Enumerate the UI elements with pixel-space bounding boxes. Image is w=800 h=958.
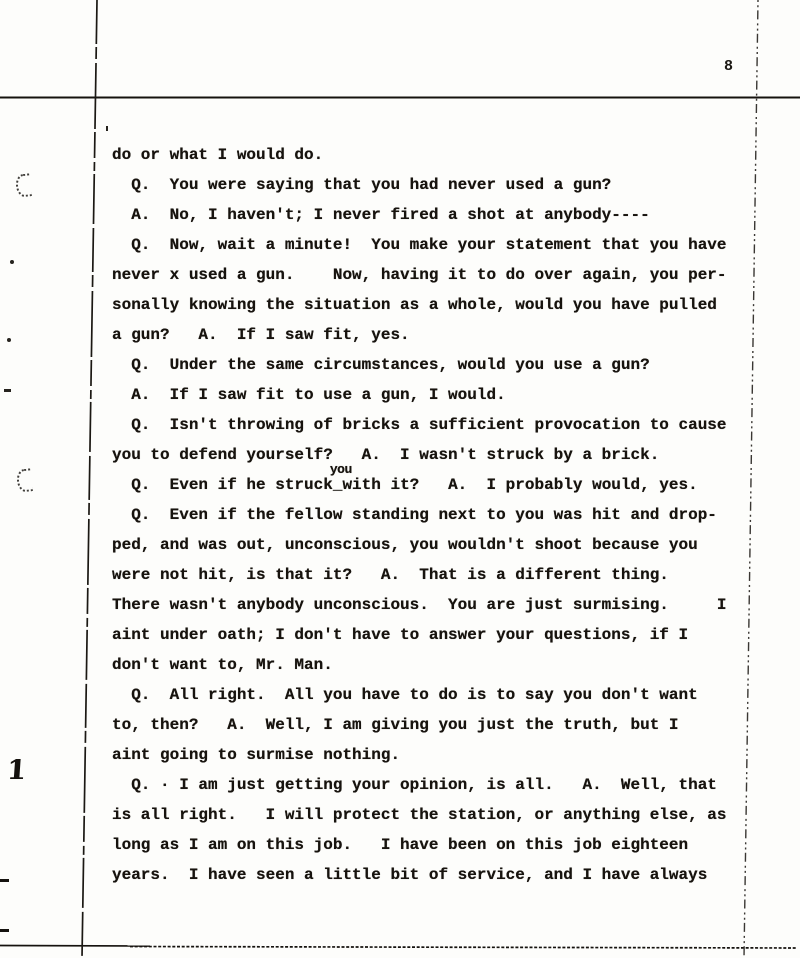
transcript-line: a gun? A. If I saw fit, yes. <box>112 326 410 344</box>
transcript-line: Q. · I am just getting your opinion, is all. A. Well, that <box>112 776 717 794</box>
margin-mark-smudge <box>15 173 32 197</box>
margin-mark-dot <box>7 338 11 342</box>
margin-mark-dot <box>10 260 14 264</box>
inserted-word: you <box>329 462 352 477</box>
bottom-rule-solid-line <box>0 946 150 947</box>
margin-mark-vtick <box>106 126 108 131</box>
transcript-line: There wasn't anybody unconscious. You are just surmising. I <box>112 596 727 614</box>
transcript-line: aint under oath; I don't have to answer your questions, if I <box>112 626 689 644</box>
transcript-line: aint going to surmise nothing. <box>112 746 401 764</box>
transcript-line: Q. Even if the fellow standing next to you was hit and drop- <box>112 506 717 524</box>
line-text-before: Q. Even if he struck <box>112 476 333 494</box>
transcript-line: do or what I would do. <box>112 146 324 164</box>
transcript-line: sonally knowing the situation as a whole, would you have pulled <box>112 296 717 314</box>
transcript-line: is all right. I will protect the station, or anything else, as <box>112 806 727 824</box>
transcript-line: A. If I saw fit to use a gun, I would. <box>112 386 506 404</box>
margin-mark-dash <box>0 879 9 882</box>
transcript-line: Q. Now, wait a minute! You make your statement that you have <box>112 236 727 254</box>
transcript-line: Q. You were saying that you had never used a gun? <box>112 176 612 194</box>
transcript-line: A. No, I haven't; I never fired a shot at anybody---- <box>112 206 650 224</box>
margin-mark-smudge <box>16 468 33 492</box>
transcript-line: don't want to, Mr. Man. <box>112 656 333 674</box>
transcript-line: Q. Under the same circumstances, would you use a gun? <box>112 356 650 374</box>
margin-mark-numeral: 1 <box>5 755 27 786</box>
transcript-line: years. I have seen a little bit of service, and I have always <box>112 866 708 884</box>
margin-mark-dash <box>0 929 9 932</box>
page-number: 8 <box>724 58 734 75</box>
margin-mark-tick <box>4 389 11 392</box>
transcript-line: Q. All right. All you have to do is to say you don't want <box>112 686 698 704</box>
transcript-line: never x used a gun. Now, having it to do over again, you per- <box>112 266 727 284</box>
line-text-after: with it? A. I probably would, yes. <box>342 476 698 494</box>
transcript-line: to, then? A. Well, I am giving you just the truth, but I <box>112 716 679 734</box>
transcript-line <box>112 462 772 500</box>
transcript-line: were not hit, is that it? A. That is a different thing. <box>112 566 669 584</box>
transcript-line: ped, and was out, unconscious, you wouldn't shoot because you <box>112 536 698 554</box>
bottom-rule-dotted-line <box>130 947 796 949</box>
transcript-text <box>112 140 772 890</box>
transcript-line: Q. Isn't throwing of bricks a sufficient provocation to cause <box>112 416 727 434</box>
transcript-line: you to defend yourself? A. I wasn't struck by a brick. <box>112 446 660 464</box>
transcript-line: long as I am on this job. I have been on this job eighteen <box>112 836 689 854</box>
insertion-caret: _ you <box>329 462 352 494</box>
left-margin-line <box>82 0 97 958</box>
